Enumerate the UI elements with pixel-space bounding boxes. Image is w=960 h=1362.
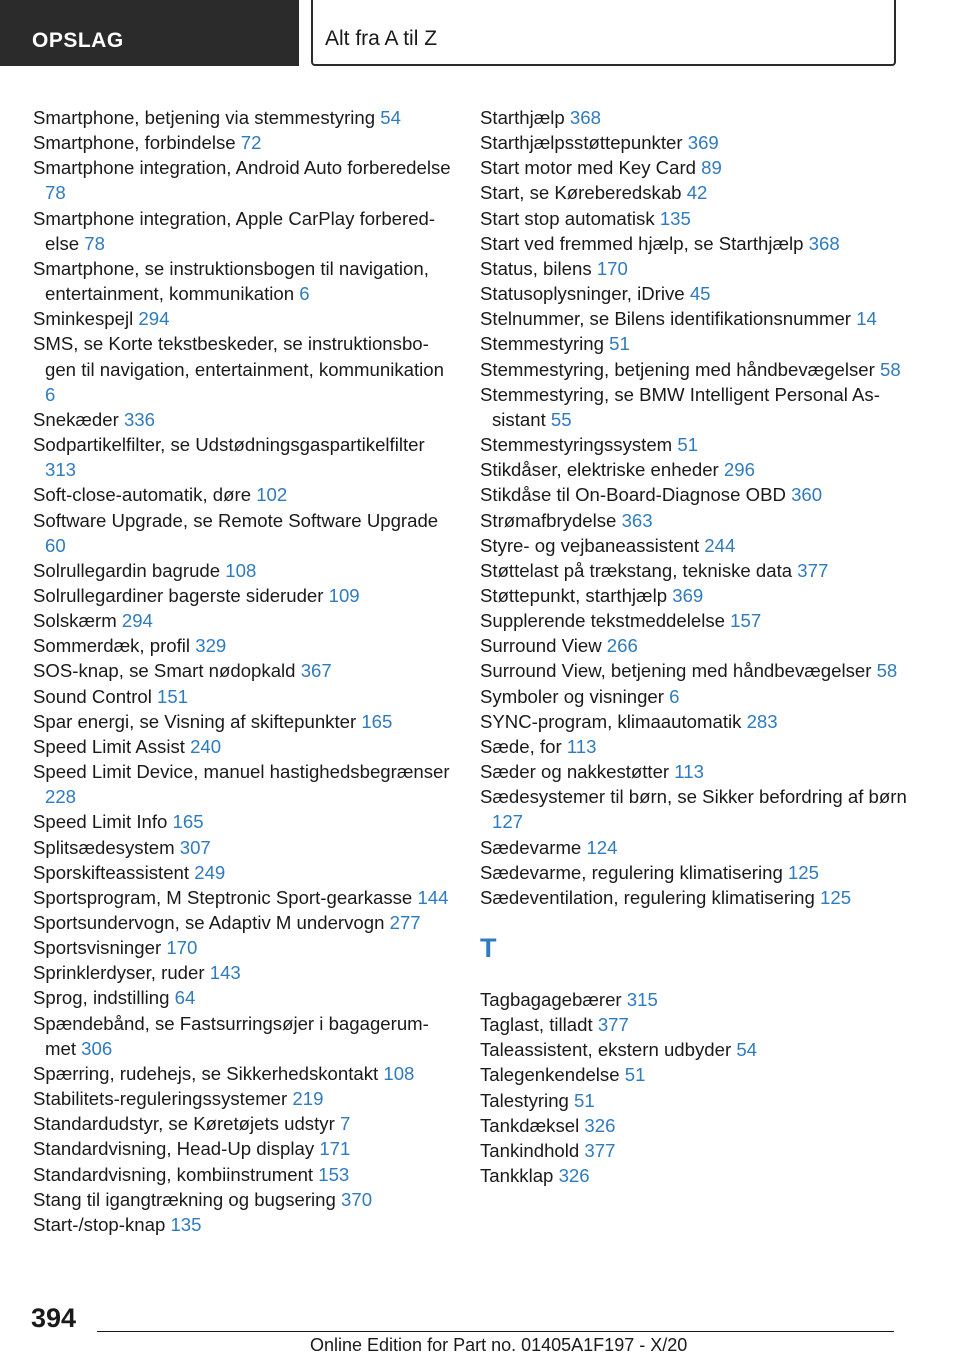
page-link[interactable]: 306 <box>81 1037 113 1059</box>
page-link[interactable]: 78 <box>45 182 66 204</box>
entry-text: Snekæder <box>33 408 119 430</box>
page-link[interactable]: 42 <box>686 182 708 204</box>
entry-text: Sædeventilation, regulering klimatisering <box>480 886 815 908</box>
page-link[interactable]: 113 <box>674 761 704 783</box>
index-entry <box>480 784 920 834</box>
entry-text: Styre- og vejbaneassistent <box>480 534 700 556</box>
index-entry <box>480 684 920 709</box>
index-entry <box>480 885 920 910</box>
index-entry <box>480 331 920 356</box>
page-link[interactable]: 58 <box>880 358 901 380</box>
entry-text: Stelnummer, se Bilens identifikationsnummer <box>480 308 852 330</box>
page-link[interactable]: 336 <box>123 408 155 430</box>
index-entry <box>33 910 453 935</box>
index-entry <box>33 809 453 834</box>
entry-text: Starthjælpsstøttepunkter <box>480 132 683 154</box>
page-link[interactable]: 51 <box>624 1064 646 1086</box>
entry-text: Tagbagagebærer <box>480 989 622 1010</box>
page-link[interactable]: 64 <box>174 987 196 1009</box>
entry-text: Sportsprogram, M Steptronic Sport-gearkasse <box>33 886 413 908</box>
entry-text: Smartphone, forbindelse <box>33 132 236 154</box>
index-entry <box>480 759 920 784</box>
entry-text: Solskærm <box>33 610 117 632</box>
index-column-right <box>480 105 920 1188</box>
index-entry <box>480 155 920 180</box>
index-entry <box>480 709 920 734</box>
entry-text: Stikdåse til On-Board-Diagnose OBD <box>480 484 786 506</box>
entry-text: Standardvisning, kombiinstrument <box>33 1163 314 1185</box>
page-link[interactable]: 72 <box>240 132 262 154</box>
entry-text: Sommerdæk, profil <box>33 635 191 657</box>
page-link[interactable]: 277 <box>389 912 421 933</box>
index-entry <box>480 734 920 759</box>
index-entry <box>480 1062 920 1087</box>
page-link[interactable]: 368 <box>569 107 601 128</box>
page-link[interactable]: 377 <box>597 1014 629 1036</box>
page-link[interactable]: 219 <box>292 1088 324 1110</box>
page-link[interactable]: 153 <box>318 1163 350 1185</box>
page-link[interactable]: 377 <box>797 559 829 581</box>
entry-text: SYNC-program, klimaautomatik <box>480 710 742 732</box>
page-link[interactable]: 6 <box>45 383 56 405</box>
index-entry <box>33 885 453 910</box>
entry-text: Smartphone integration, Android Auto forberedelse <box>33 157 451 179</box>
entry-text: SOS-knap, se Smart nødopkald <box>33 660 296 682</box>
entry-text: Smartphone, se instruktionsbogen til navigation, entertainment, kommunikation <box>33 257 429 305</box>
index-entry <box>33 860 453 885</box>
entry-text: Speed Limit Assist <box>33 735 185 757</box>
page-link[interactable]: 244 <box>704 534 736 556</box>
index-entry <box>480 357 920 382</box>
entry-text: Sprog, indstilling <box>33 987 170 1009</box>
page-link[interactable]: 157 <box>730 610 762 632</box>
page-link[interactable]: 171 <box>319 1138 351 1160</box>
entry-text: Støttepunkt, starthjælp <box>480 584 668 606</box>
page-link[interactable]: 165 <box>361 710 393 732</box>
page-link[interactable]: 125 <box>820 886 852 908</box>
page-link[interactable]: 240 <box>190 735 222 757</box>
index-entry <box>33 960 453 985</box>
page-link[interactable]: 14 <box>856 308 877 330</box>
entry-text: Stemmestyringssystem <box>480 434 673 456</box>
index-entry <box>480 583 920 608</box>
entry-text: Sodpartikelfilter, se Udstødningsgaspartikelfilter <box>33 434 425 456</box>
page-link[interactable]: 165 <box>172 811 204 833</box>
index-entry <box>33 331 453 406</box>
page-number: 394 <box>31 1303 77 1333</box>
index-entry <box>33 432 453 482</box>
entry-text: Symboler og visninger <box>480 685 664 707</box>
entry-text: Start, se Køreberedskab <box>480 182 682 204</box>
index-entry <box>480 1037 920 1062</box>
entry-text: Supplerende tekstmeddelelse <box>480 610 725 632</box>
page-link[interactable]: 51 <box>574 1089 595 1111</box>
entry-text: Starthjælp <box>480 107 565 128</box>
index-entry <box>480 558 920 583</box>
entry-text: Sædesystemer til børn, se Sikker befordring af børn <box>480 786 907 808</box>
entry-text: Talegenkendelse <box>480 1064 620 1086</box>
index-entry <box>480 130 920 155</box>
section-letter: T <box>480 933 497 963</box>
page-link[interactable]: 329 <box>195 635 227 657</box>
section-tab-label: OPSLAG <box>32 29 124 52</box>
entry-text: Sportsvisninger <box>33 937 162 959</box>
index-entry <box>480 105 920 130</box>
entry-text: Stang til igangtrækning og bugsering <box>33 1188 336 1210</box>
entry-text: Spændebånd, se Fastsurringsøjer i bagagerummet <box>33 1012 429 1059</box>
entry-text: SMS, se Korte tekstbeskeder, se instruktionsbogen til navigation, entertainment, kommunikation <box>33 333 444 380</box>
entry-text: Splitsædesystem <box>33 836 175 858</box>
page-link[interactable]: 108 <box>225 559 257 581</box>
index-entry <box>33 734 453 759</box>
page-link[interactable]: 102 <box>256 484 288 506</box>
page-link[interactable]: 294 <box>138 308 170 330</box>
page-link[interactable]: 370 <box>341 1188 373 1210</box>
entry-text: Software Upgrade, se Remote Software Upgrade <box>33 509 439 531</box>
index-entry <box>33 1111 453 1136</box>
entry-text: Sminkespejl <box>33 308 134 330</box>
page-link[interactable]: 144 <box>417 886 449 908</box>
page-link[interactable]: 296 <box>723 459 755 481</box>
entry-text: Solrullegardin bagrude <box>33 559 221 581</box>
page-link[interactable]: 143 <box>209 962 241 984</box>
page-link[interactable]: 315 <box>626 989 658 1010</box>
page-link[interactable]: 249 <box>194 861 226 883</box>
page-link[interactable]: 367 <box>300 660 332 682</box>
entry-text: Start stop automatisk <box>480 207 655 229</box>
index-entry <box>33 155 453 205</box>
index-entry <box>33 206 453 256</box>
page-link[interactable]: 266 <box>606 635 638 657</box>
index-entry <box>480 457 920 482</box>
entry-text: Stemmestyring, betjening med håndbevægelser <box>480 358 875 380</box>
entry-text: Statusoplysninger, iDrive <box>480 283 685 305</box>
page-link[interactable]: 124 <box>586 836 618 858</box>
index-entry <box>480 835 920 860</box>
index-entry <box>33 558 453 583</box>
entry-text: Sporskifteassistent <box>33 861 190 883</box>
page-link[interactable]: 7 <box>339 1113 351 1135</box>
page-link[interactable]: 54 <box>380 107 401 128</box>
page-link[interactable]: 377 <box>584 1139 616 1161</box>
page-link[interactable]: 326 <box>558 1165 590 1187</box>
entry-text: Tankklap <box>480 1165 554 1187</box>
index-entry <box>33 658 453 683</box>
entry-text: Stemmestyring, se BMW Intelligent Personal Assistant <box>480 383 880 430</box>
entry-text: Solrullegardiner bagerste sideruder <box>33 584 324 606</box>
index-entry <box>480 987 920 1012</box>
page-link[interactable]: 6 <box>299 283 310 305</box>
page-link[interactable]: 369 <box>687 132 719 154</box>
index-entry <box>480 633 920 658</box>
page-link[interactable]: 51 <box>677 434 699 456</box>
index-entry <box>33 684 453 709</box>
index-entry <box>33 583 453 608</box>
entry-text: Sæder og nakkestøtter <box>480 761 670 783</box>
entry-text: Tankindhold <box>480 1139 580 1161</box>
index-entry <box>480 482 920 507</box>
entry-text: Stabilitets-reguleringssystemer <box>33 1088 288 1110</box>
entry-text: Start motor med Key Card <box>480 157 696 179</box>
page-link[interactable]: 58 <box>876 660 898 682</box>
page-link[interactable]: 313 <box>45 459 77 481</box>
entry-text: Standardvisning, Head-Up display <box>33 1138 315 1160</box>
index-entry <box>480 281 920 306</box>
page-link[interactable]: 45 <box>689 283 711 305</box>
entry-text: Surround View, betjening med håndbevægelser <box>480 660 872 682</box>
index-entry <box>480 1113 920 1138</box>
index-entry <box>33 1136 453 1161</box>
page-link[interactable]: 170 <box>166 937 198 959</box>
page-link[interactable]: 89 <box>701 157 722 179</box>
page-link[interactable]: 127 <box>492 811 524 833</box>
entry-text: Sæde, for <box>480 735 562 757</box>
index-entry <box>480 256 920 281</box>
index-entry <box>33 256 453 306</box>
page-link[interactable]: 151 <box>157 685 189 707</box>
index-entry <box>480 1012 920 1037</box>
page-link[interactable]: 369 <box>672 584 704 606</box>
index-entry <box>480 432 920 457</box>
index-entry <box>33 105 453 130</box>
index-entry <box>33 407 453 432</box>
page-link[interactable]: 135 <box>170 1213 202 1235</box>
index-entry <box>480 658 920 683</box>
index-entry <box>33 1061 453 1086</box>
entry-text: Status, bilens <box>480 257 592 279</box>
page-link[interactable]: 135 <box>659 207 691 229</box>
page-link[interactable]: 228 <box>45 786 77 808</box>
page-link[interactable]: 113 <box>566 735 597 757</box>
entry-text: Start ved fremmed hjælp, se Starthjælp <box>480 232 804 254</box>
page-link[interactable]: 283 <box>746 710 778 732</box>
index-entry <box>480 533 920 558</box>
entry-text: Strømafbrydelse <box>480 509 617 531</box>
index-column-left <box>33 105 453 1237</box>
index-entry <box>33 306 453 331</box>
index-entry <box>480 1163 920 1188</box>
section-tab <box>0 0 299 66</box>
index-entry <box>33 709 453 734</box>
index-entry <box>33 935 453 960</box>
entry-text: Surround View <box>480 635 602 657</box>
index-entry <box>33 835 453 860</box>
entry-text: Smartphone, betjening via stemmestyring <box>33 107 376 128</box>
page-link[interactable]: 326 <box>584 1114 616 1136</box>
index-entry <box>33 1011 453 1061</box>
page-link[interactable]: 109 <box>328 584 360 606</box>
index-entry <box>33 1212 453 1237</box>
entry-text: Sædevarme <box>480 836 582 858</box>
page-link[interactable]: 60 <box>45 534 66 556</box>
entry-text: Stemmestyring <box>480 333 604 355</box>
entry-text: Soft-close-automatik, døre <box>33 484 252 506</box>
index-entry <box>33 482 453 507</box>
index-entry <box>480 180 920 205</box>
entry-text: Taglast, tilladt <box>480 1014 593 1036</box>
title-tab <box>311 0 896 66</box>
index-entry <box>33 633 453 658</box>
index-entry <box>33 759 453 809</box>
page-link[interactable]: 368 <box>808 232 840 254</box>
page-link[interactable]: 294 <box>121 610 153 632</box>
index-entry <box>480 1138 920 1163</box>
index-entry <box>33 608 453 633</box>
page-link[interactable]: 307 <box>179 836 211 858</box>
index-entry <box>33 508 453 558</box>
page-link[interactable]: 108 <box>383 1062 415 1084</box>
footer-divider <box>97 1331 894 1332</box>
index-entry <box>33 130 453 155</box>
entry-text: Talestyring <box>480 1089 569 1111</box>
entry-text: Stikdåser, elektriske enheder <box>480 459 719 481</box>
index-entry <box>480 306 920 331</box>
index-entry <box>480 382 920 432</box>
entry-text: Standardudstyr, se Køretøjets udstyr <box>33 1113 335 1135</box>
index-entry <box>33 1086 453 1111</box>
page-link[interactable]: 125 <box>787 861 819 883</box>
page-link[interactable]: 78 <box>84 232 105 254</box>
entry-text: Spar energi, se Visning af skiftepunkter <box>33 710 357 732</box>
page-link[interactable]: 51 <box>609 333 630 355</box>
entry-text: Støttelast på trækstang, tekniske data <box>480 559 793 581</box>
index-entry <box>480 508 920 533</box>
entry-text: Taleassistent, ekstern udbyder <box>480 1039 732 1061</box>
entry-text: Speed Limit Device, manuel hastighedsbegrænser <box>33 761 450 783</box>
index-entry <box>480 608 920 633</box>
page-link[interactable]: 363 <box>621 509 653 531</box>
edition-text: Online Edition for Part no. 01405A1F197 - X/20 <box>310 1335 688 1355</box>
index-entry <box>480 231 920 256</box>
index-entry <box>33 1187 453 1212</box>
top-bar <box>0 0 960 66</box>
entry-text: Sprinklerdyser, ruder <box>33 962 205 984</box>
page-link[interactable]: 360 <box>791 484 823 506</box>
entry-text: Tankdæksel <box>480 1114 580 1136</box>
entry-text: Spærring, rudehejs, se Sikkerhedskontakt <box>33 1062 379 1084</box>
entry-text: Sædevarme, regulering klimatisering <box>480 861 783 883</box>
page-link[interactable]: 170 <box>596 257 628 279</box>
index-entry <box>480 860 920 885</box>
page-link[interactable]: 54 <box>736 1039 758 1061</box>
entry-text: Sportsundervogn, se Adaptiv M undervogn <box>33 912 385 933</box>
page-link[interactable]: 55 <box>550 408 572 430</box>
index-entry <box>33 985 453 1010</box>
page-link[interactable]: 6 <box>669 685 680 707</box>
index-entry <box>480 1088 920 1113</box>
index-entry <box>480 206 920 231</box>
entry-text: Sound Control <box>33 685 152 707</box>
index-entry <box>33 1162 453 1187</box>
entry-text: Smartphone integration, Apple CarPlay forberedelse <box>33 207 436 254</box>
entry-text: Start-/stop-knap <box>33 1213 166 1235</box>
entry-text: Speed Limit Info <box>33 811 168 833</box>
title-tab-label: Alt fra A til Z <box>325 27 438 50</box>
